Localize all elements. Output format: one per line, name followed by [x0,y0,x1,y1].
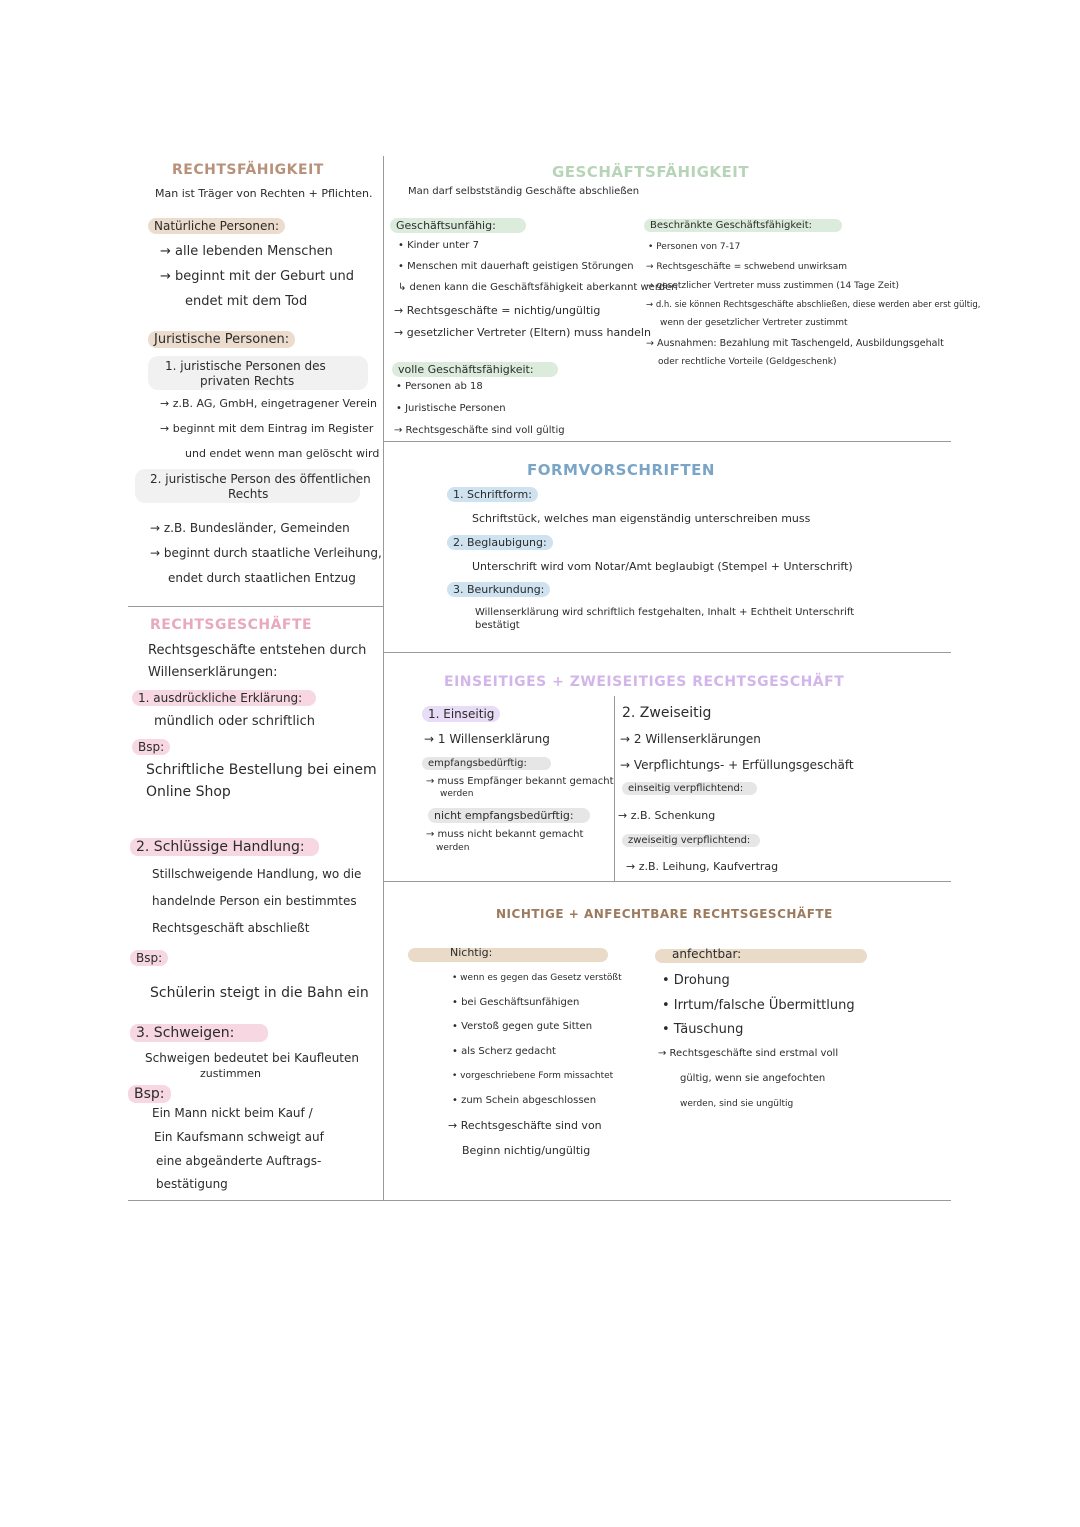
nicht-empf-text-2: werden [436,843,470,853]
privat-label-2: privaten Rechts [200,374,295,388]
anfechtbar-conclusion-3: werden, sind sie ungültig [680,1099,794,1109]
nichtig-conclusion-1: → Rechtsgeschäfte sind von [448,1119,602,1132]
p1-text: mündlich oder schriftlich [154,714,315,729]
oeffentlich-item-2: → beginnt durch staatliche Verleihung, [150,546,382,560]
beschraenkt-item-1: • Personen von 7-17 [648,242,741,252]
p3-text-1: Schweigen bedeutet bei Kaufleuten [145,1051,359,1065]
beschraenkt-item-2: → Rechtsgeschäfte = schwebend unwirksam [646,262,848,272]
natuerlich-label-wrap [148,218,285,234]
schriftform-text: Schriftstück, welches man eigenständig unterschreiben muss [472,512,811,525]
p2-label: 2. Schlüssige Handlung: [130,838,319,856]
divider-left-sections [128,606,383,607]
p3-bsp-3: eine abgeänderte Auftrags- [156,1154,322,1168]
juristisch-label-wrap [148,331,295,348]
p1-bsp-1: Schriftliche Bestellung bei einem [146,762,377,778]
geschaeftsfaehigkeit-definition: Man darf selbstständig Geschäfte abschließen [408,186,640,197]
privat-item-1: → z.B. AG, GmbH, eingetragener Verein [160,397,378,410]
divider-bottom [128,1200,951,1201]
beschraenkt-label: Beschränkte Geschäftsfähigkeit: [644,219,842,232]
empf-text-1: → muss Empfänger bekannt gemacht [426,776,614,787]
einseitig-verpfl-label-wrap [622,782,757,795]
zweiseitig-item-2: → Verpflichtungs- + Erfüllungsgeschäft [620,758,854,772]
nichtig-item-1: • wenn es gegen das Gesetz verstößt [452,973,622,983]
p2-label-wrap [130,838,319,856]
p2-bsp-text: Schülerin steigt in die Bahn ein [150,985,369,1001]
zweiseitig-verpfl-text: → z.B. Leihung, Kaufvertrag [626,860,779,873]
einseitig-label-wrap [422,706,500,722]
schriftform-label-wrap [447,487,538,502]
beschraenkt-item-4: → d.h. sie können Rechtsgeschäfte abschließen, diese werden aber erst gültig, [646,300,981,310]
einseitig-verpfl-text: → z.B. Schenkung [618,809,716,822]
p3-label-wrap [130,1024,268,1042]
anfechtbar-item-2: • Irrtum/falsche Übermittlung [662,998,855,1013]
beurkundung-text-2: bestätigt [475,620,520,631]
nichtig-item-4: • als Scherz gedacht [452,1046,556,1057]
zweiseitig-verpfl-label-wrap [622,834,760,847]
nichtig-label: Nichtig: [450,946,493,959]
privat-item-3: und endet wenn man gelöscht wird [185,447,380,460]
p3-bsp: Bsp: [128,1085,171,1103]
oeffentlich-label-1: 2. juristische Person des öffentlichen [150,472,371,486]
divider-right-1 [383,441,951,442]
einseitig-verpfl-label: einseitig verpflichtend: [622,782,757,795]
rechtsgeschaefte-title: RECHTSGESCHÄFTE [150,617,313,633]
anfechtbar-label: anfechtbar: [672,947,742,961]
p1-bsp: Bsp: [132,739,170,755]
nichtig-item-6: • zum Schein abgeschlossen [452,1095,597,1106]
anfechtbar-item-3: • Täuschung [662,1022,744,1037]
voll-label: volle Geschäftsfähigkeit: [392,362,558,377]
p3-text-2: zustimmen [200,1067,262,1080]
rechtsfaehigkeit-definition: Man ist Träger von Rechten + Pflichten. [155,187,373,200]
natuerlich-item-2: → beginnt mit der Geburt und [160,269,354,284]
p3-bsp-4: bestätigung [156,1177,228,1191]
unfaehig-item-4: → Rechtsgeschäfte = nichtig/ungültig [394,304,601,317]
oeffentlich-item-1: → z.B. Bundesländer, Gemeinden [150,521,350,535]
oeffentlich-label-2: Rechts [228,487,269,501]
beschraenkt-item-5: wenn der gesetzlicher Vertreter zustimmt [660,318,848,328]
p1-bsp-2: Online Shop [146,784,231,800]
p3-bsp-2: Ein Kaufsmann schweigt auf [154,1130,324,1144]
oeffentlich-item-3: endet durch staatlichen Entzug [168,571,356,585]
unfaehig-item-5: → gesetzlicher Vertreter (Eltern) muss handeln [394,326,651,339]
unfaehig-label: Geschäftsunfähig: [390,218,526,233]
natuerlich-label: Natürliche Personen: [148,218,285,234]
zweiseitig-label: 2. Zweiseitig [622,705,712,721]
zweiseitig-item-1: → 2 Willenserklärungen [620,732,761,746]
p2-text-1: Stillschweigende Handlung, wo die [152,867,362,881]
p1-label: 1. ausdrückliche Erklärung: [132,690,316,706]
p2-bsp: Bsp: [130,950,168,966]
beurkundung-text: Willenserklärung wird schriftlich festgehalten, Inhalt + Echtheit Unterschrift [475,607,855,618]
anfechtbar-conclusion-2: gültig, wenn sie angefochten [680,1073,826,1084]
natuerlich-item-1: → alle lebenden Menschen [160,244,333,259]
geschaeftsfaehigkeit-title: GESCHÄFTSFÄHIGKEIT [552,163,750,181]
nichtig-conclusion-2: Beginn nichtig/ungültig [462,1144,591,1157]
unfaehig-item-2: • Menschen mit dauerhaft geistigen Störungen [398,261,634,272]
beglaubigung-label: 2. Beglaubigung: [447,535,553,550]
beschraenkt-item-3: → gesetzlicher Vertreter muss zustimmen (14 Tage Zeit) [646,281,899,291]
nicht-empf-text-1: → muss nicht bekannt gemacht [426,829,584,840]
rechtsfaehigkeit-title: RECHTSFÄHIGKEIT [172,162,324,178]
voll-item-2: • Juristische Personen [396,403,506,414]
nichtig-highlight [408,948,608,962]
anfechtbar-item-1: • Drohung [662,973,730,988]
voll-item-3: → Rechtsgeschäfte sind voll gültig [394,425,565,436]
nichtig-item-3: • Verstoß gegen gute Sitten [452,1021,593,1032]
unfaehig-item-3: ↳ denen kann die Geschäftsfähigkeit aberkannt werden [398,282,678,293]
nichtig-item-5: • vorgeschriebene Form missachtet [452,1071,614,1081]
unfaehig-item-1: • Kinder unter 7 [398,240,479,251]
nicht-empf-label-wrap [428,808,590,823]
privat-item-2: → beginnt mit dem Eintrag im Register [160,422,374,435]
zweiseitig-verpfl-label: zweiseitig verpflichtend: [622,834,760,847]
p1-label-wrap [132,690,316,706]
beschraenkt-label-wrap [644,219,842,232]
beurkundung-label-wrap [447,582,550,597]
empf-label: empfangsbedürftig: [422,757,551,770]
rechtsgeschaefte-intro-2: Willenserklärungen: [148,665,278,680]
divider-einseitig-zweiseitig [614,696,615,881]
p2-bsp-wrap [130,950,168,966]
divider-right-2 [383,652,951,653]
rechtsgeschaefte-intro-1: Rechtsgeschäfte entstehen durch [148,643,367,658]
voll-label-wrap [392,362,558,377]
p3-bsp-wrap [128,1085,171,1103]
beschraenkt-item-7: oder rechtliche Vorteile (Geldgeschenk) [658,357,837,367]
p3-label: 3. Schweigen: [130,1024,268,1042]
anfechtbar-conclusion-1: → Rechtsgeschäfte sind erstmal voll [658,1048,839,1059]
beschraenkt-item-6: → Ausnahmen: Bezahlung mit Taschengeld, Ausbildungsgehalt [646,338,944,349]
einseitig-zweiseitig-title: EINSEITIGES + ZWEISEITIGES RECHTSGESCHÄFT [444,674,845,690]
beglaubigung-label-wrap [447,535,553,550]
beglaubigung-text: Unterschrift wird vom Notar/Amt beglaubigt (Stempel + Unterschrift) [472,560,853,573]
formvorschriften-title: FORMVORSCHRIFTEN [527,461,715,479]
einseitig-item: → 1 Willenserklärung [424,732,550,746]
empf-label-wrap [422,757,551,770]
p3-bsp-1: Ein Mann nickt beim Kauf / [152,1106,313,1120]
privat-label-1: 1. juristische Personen des [165,359,326,373]
nichtige-anfechtbare-title: NICHTIGE + ANFECHTBARE RECHTSGESCHÄFTE [496,907,833,921]
p1-bsp-wrap [132,739,170,755]
beurkundung-label: 3. Beurkundung: [447,582,550,597]
p2-text-3: Rechtsgeschäft abschließt [152,921,310,935]
p2-text-2: handelnde Person ein bestimmtes [152,894,357,908]
nicht-empf-label: nicht empfangsbedürftig: [428,808,590,823]
schriftform-label: 1. Schriftform: [447,487,538,502]
unfaehig-label-wrap [390,218,526,233]
empf-text-2: werden [440,789,474,799]
juristisch-label: Juristische Personen: [148,331,295,348]
nichtig-item-2: • bei Geschäftsunfähigen [452,997,580,1008]
divider-right-3 [383,881,951,882]
natuerlich-item-3: endet mit dem Tod [185,294,308,309]
voll-item-1: • Personen ab 18 [396,381,483,392]
einseitig-label: 1. Einseitig [422,706,500,722]
divider-vertical-main [383,156,384,1201]
